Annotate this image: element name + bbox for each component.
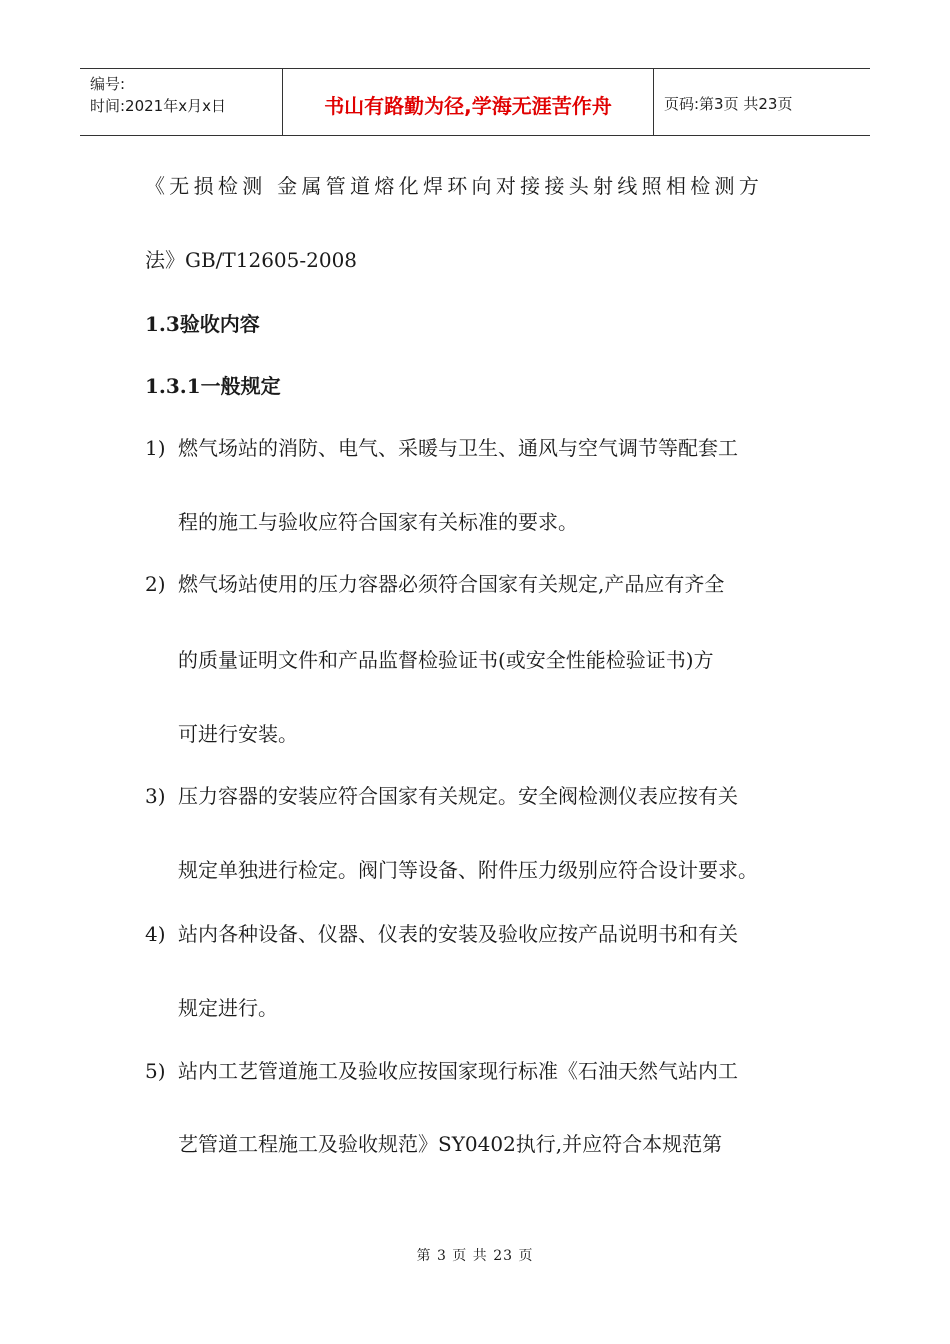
header-meta	[80, 69, 282, 135]
item-line: 压力容器的安装应符合国家有关规定。安全阀检测仪表应按有关	[178, 784, 738, 808]
page-header	[80, 68, 870, 136]
header-number: 编号:	[90, 75, 126, 93]
section-heading: 1.3验收内容	[145, 312, 260, 336]
item-line: 燃气场站的消防、电气、采暖与卫生、通风与空气调节等配套工	[178, 436, 738, 460]
item-number: 2)	[145, 572, 166, 596]
header-page-info: 页码:第3页 共23页	[664, 94, 793, 113]
item-line: 燃气场站使用的压力容器必须符合国家有关规定,产品应有齐全	[178, 572, 725, 596]
item-line: 程的施工与验收应符合国家有关标准的要求。	[178, 510, 578, 534]
reference-line-2: 法》GB/T12605-2008	[145, 248, 358, 272]
item-number: 5)	[145, 1059, 166, 1083]
item-line: 的质量证明文件和产品监督检验证书(或安全性能检验证书)方	[178, 648, 714, 672]
reference-line-1: 《无损检测 金属管道熔化焊环向对接接头射线照相检测方	[145, 174, 764, 198]
page-footer: 第 3 页 共 23 页	[416, 1248, 534, 1264]
item-number: 1)	[145, 436, 166, 460]
header-motto: 书山有路勤为径,学海无涯苦作舟	[282, 69, 654, 135]
item-line: 站内各种设备、仪器、仪表的安装及验收应按产品说明书和有关	[178, 922, 738, 946]
item-number: 3)	[145, 784, 166, 808]
item-number: 4)	[145, 922, 166, 946]
item-line: 站内工艺管道施工及验收应按国家现行标准《石油天然气站内工	[178, 1059, 738, 1083]
item-line: 规定单独进行检定。阀门等设备、附件压力级别应符合设计要求。	[178, 858, 758, 882]
item-line: 艺管道工程施工及验收规范》SY0402执行,并应符合本规范第	[178, 1132, 723, 1156]
item-line: 规定进行。	[178, 996, 278, 1020]
item-line: 可进行安装。	[178, 722, 298, 746]
header-date: 时间:2021年x月x日	[90, 97, 226, 115]
subsection-heading: 1.3.1一般规定	[145, 374, 281, 398]
